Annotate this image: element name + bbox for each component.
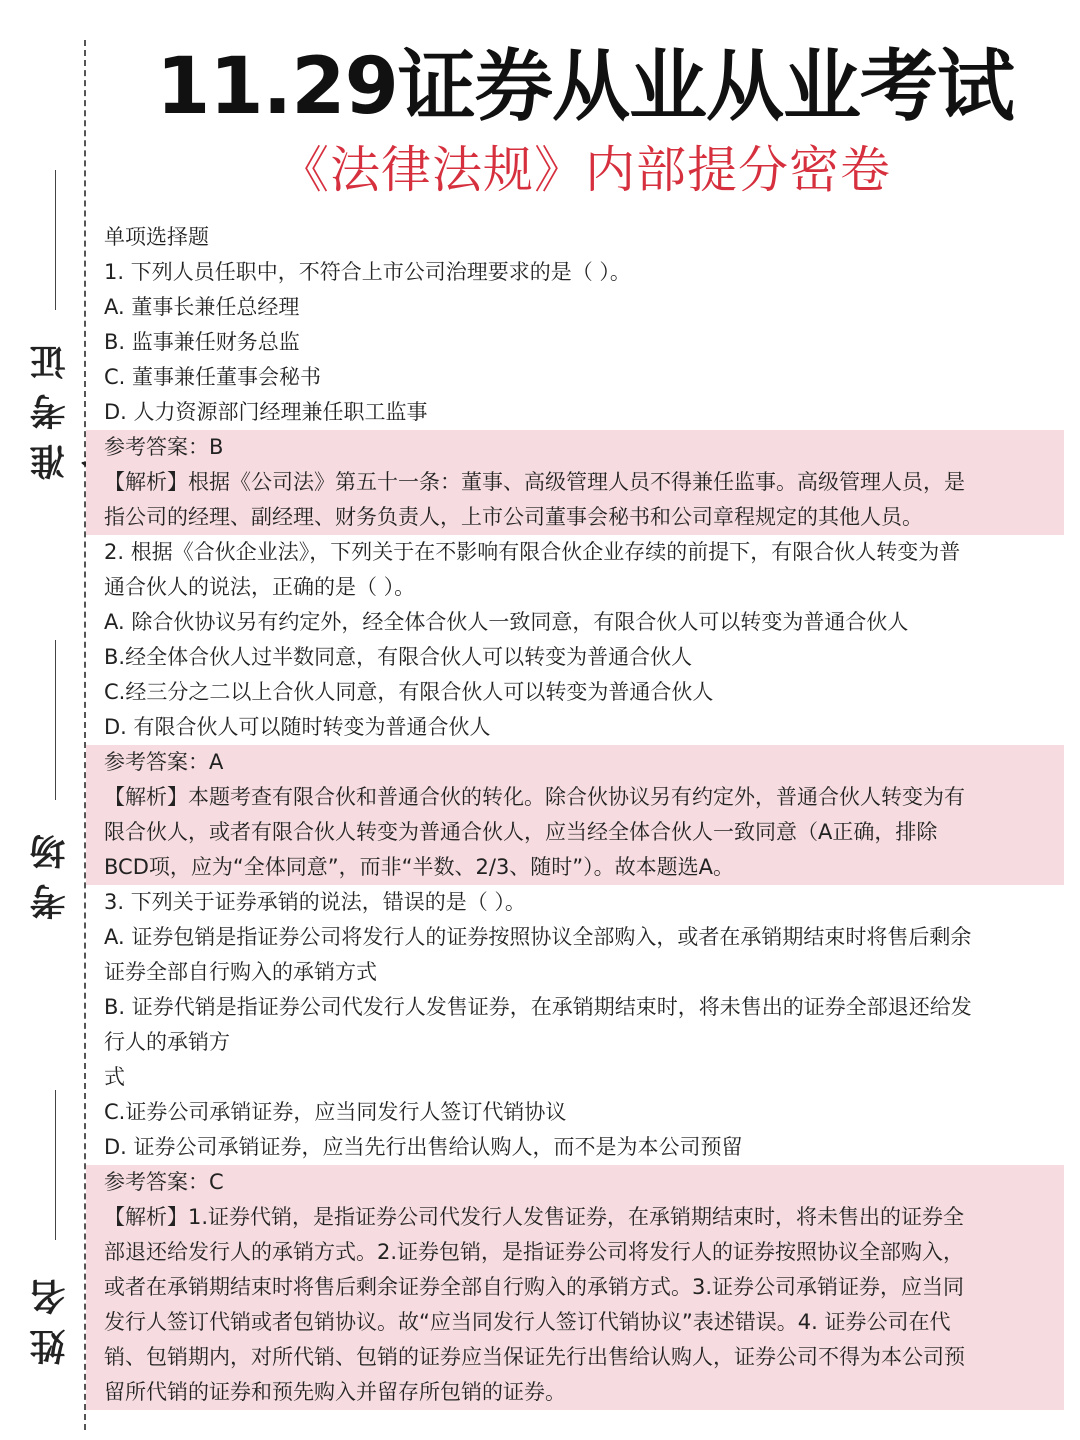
option-a: A. 董事长兼任总经理: [104, 295, 300, 319]
question-stem: 1. 下列人员任职中，不符合上市公司治理要求的是（ ）。: [104, 260, 631, 284]
analysis-line: BCD项，应为“全体同意”，而非“半数、2/3、随时”）。故本题选A。: [104, 855, 735, 879]
exam-id-write-line: [55, 170, 56, 310]
answer-box: [86, 1165, 1064, 1410]
analysis-line: 限合伙人，或者有限合伙人转变为普通合伙人，应当经全体合伙人一致同意（A正确，排除: [104, 820, 938, 844]
reference-answer: 参考答案：B: [104, 435, 224, 459]
name-label: 姓名: [29, 1265, 71, 1365]
question-block: [104, 255, 1064, 535]
reference-answer: 参考答案：C: [104, 1170, 224, 1194]
question-block: [104, 535, 1064, 885]
name-write-line: [55, 1090, 56, 1240]
page-title: 11.29证券从业从业考试: [156, 42, 1014, 132]
answer-box: [86, 430, 1064, 535]
option-b: B. 监事兼任财务总监: [104, 330, 300, 354]
exam-id-label: 准考证: [29, 330, 71, 480]
option-c: C.证券公司承销证券，应当同发行人签订代销协议: [104, 1100, 567, 1124]
page-subtitle: 《法律法规》内部提分密卷: [279, 141, 891, 199]
option-d: D. 证券公司承销证券，应当先行出售给认购人，而不是为本公司预留: [104, 1135, 743, 1159]
question-stem: 2. 根据《合伙企业法》，下列关于在不影响有限合伙企业存续的前提下，有限合伙人转变为普: [104, 540, 961, 564]
question-block: [104, 885, 1064, 1410]
option-c: C.经三分之二以上合伙人同意，有限合伙人可以转变为普通合伙人: [104, 680, 714, 704]
analysis-line: 销、包销期内，对所代销、包销的证券应当保证先行出售给认购人，证券公司不得为本公司预: [104, 1345, 965, 1369]
option-a: A. 除合伙协议另有约定外，经全体合伙人一致同意，有限合伙人可以转变为普通合伙人: [104, 610, 909, 634]
section-title: 单项选择题: [104, 225, 209, 249]
analysis-line: 或者在承销期结束时将售后剩余证券全部自行购入的承销方式。3.证券公司承销证券，应当同: [104, 1275, 965, 1299]
option-b-cont: 行人的承销方: [104, 1030, 230, 1054]
option-d: D. 人力资源部门经理兼任职工监事: [104, 400, 428, 424]
analysis-line: 【解析】本题考查有限合伙和普通合伙的转化。除合伙协议另有约定外，普通合伙人转变为有: [104, 785, 965, 809]
option-a: A. 证券包销是指证券公司将发行人的证券按照协议全部购入，或者在承销期结束时将售后剩余: [104, 925, 972, 949]
question-content: [104, 220, 1064, 1410]
option-b: B.经全体合伙人过半数同意，有限合伙人可以转变为普通合伙人: [104, 645, 693, 669]
option-d: D. 有限合伙人可以随时转变为普通合伙人: [104, 715, 491, 739]
analysis-line: 指公司的经理、副经理、财务负责人，上市公司董事会秘书和公司章程规定的其他人员。: [104, 505, 923, 529]
option-b: B. 证券代销是指证券公司代发行人发售证券，在承销期结束时，将未售出的证券全部退还给发: [104, 995, 972, 1019]
question-stem: 通合伙人的说法，正确的是（ ）。: [104, 575, 416, 599]
analysis-line: 发行人签订代销或者包销协议。故“应当同发行人签订代销协议”表述错误。4. 证券公司在代: [104, 1310, 951, 1334]
option-a-cont: 证券全部自行购入的承销方式: [104, 960, 377, 984]
analysis-line: 【解析】1.证券代销，是指证券公司代发行人发售证券，在承销期结束时，将未售出的证券全: [104, 1205, 965, 1229]
option-c: C. 董事兼任董事会秘书: [104, 365, 322, 389]
answer-box: [86, 745, 1064, 885]
reference-answer: 参考答案：A: [104, 750, 224, 774]
analysis-line: 留所代销的证券和预先购入并留存所包销的证券。: [104, 1380, 566, 1404]
question-stem: 3. 下列关于证券承销的说法，错误的是（ ）。: [104, 890, 526, 914]
room-label: 考场: [29, 820, 71, 920]
binding-margin: [0, 0, 90, 1440]
room-write-line: [55, 640, 56, 800]
option-b-cont: 式: [104, 1065, 125, 1089]
analysis-line: 部退还给发行人的承销方式。2.证券包销，是指证券公司将发行人的证券按照协议全部购入，: [104, 1240, 965, 1264]
analysis-line: 【解析】根据《公司法》第五十一条：董事、高级管理人员不得兼任监事。高级管理人员，是: [104, 470, 965, 494]
